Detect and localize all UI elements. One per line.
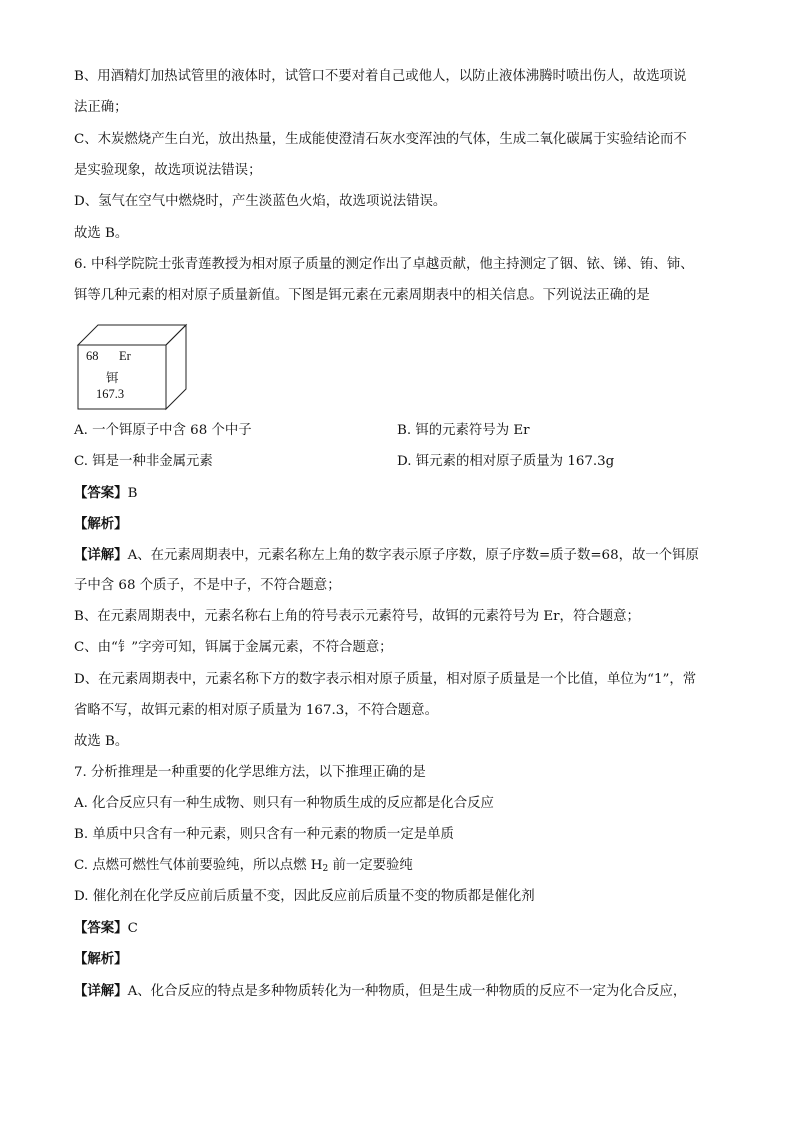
explanation-c-line1: C、木炭燃烧产生白光，放出热量，生成能使澄清石灰水变浑浊的气体，生成二氧化碳属于实验结论而不 [74, 132, 687, 147]
q6-answer [74, 483, 137, 504]
q7-detail-a [74, 981, 686, 1002]
q7-answer [74, 918, 138, 939]
explanation-b-line2: 法正确； [74, 100, 128, 115]
detail-text: A、在元素周期表中，元素名称左上角的数字表示原子序数，原子序数=质子数=68，故一个铒原 [127, 548, 699, 563]
element-card [76, 323, 188, 411]
option-c-pre: C. 点燃可燃性气体前要验纯，所以点燃 H [74, 858, 323, 873]
q6-stem-line1: 6. 中科学院院士张青莲教授为相对原子质量的测定作出了卓越贡献，他主持测定了铟、铱、锑、铕、铈、 [74, 257, 694, 272]
h2-subscript: 2 [322, 864, 329, 874]
q6-detail-c: C、由“钅”字旁可知，铒属于金属元素，不符合题意； [74, 640, 393, 655]
atomic-mass: 167.3 [96, 387, 125, 401]
q7-option-c [74, 856, 413, 879]
answer-tag: 【答案】 [74, 485, 128, 501]
answer-tag: 【答案】 [74, 920, 128, 936]
conclusion: 故选 B。 [74, 226, 129, 241]
atomic-number: 68 [86, 349, 99, 363]
q7-analysis-tag: 【解析】 [74, 951, 128, 967]
explanation-b-line1: B、用酒精灯加热试管里的液体时，试管口不要对着自己或他人，以防止液体沸腾时喷出伤人，故选项说 [74, 69, 687, 84]
q6-option-d: D. 铒元素的相对原子质量为 167.3g [397, 454, 615, 469]
explanation-d: D、氢气在空气中燃烧时，产生淡蓝色火焰，故选项说法错误。 [74, 194, 447, 209]
answer-value: B [127, 486, 138, 501]
q7-stem: 7. 分析推理是一种重要的化学思维方法，以下推理正确的是 [74, 765, 426, 780]
q7-option-b: B. 单质中只含有一种元素，则只含有一种元素的物质一定是单质 [74, 827, 454, 842]
detail-tag: 【详解】 [74, 983, 128, 999]
q6-option-b: B. 铒的元素符号为 Er [397, 423, 530, 438]
q6-option-a: A. 一个铒原子中含 68 个中子 [74, 423, 252, 438]
q6-detail-a-line2: 子中含 68 个质子，不是中子，不符合题意； [74, 578, 341, 593]
explanation-c-line2: 是实验现象，故选项说法错误； [74, 163, 262, 178]
q7-option-a: A. 化合反应只有一种生成物、则只有一种物质生成的反应都是化合反应 [74, 796, 494, 811]
option-c-post: 前一定要验纯 [328, 858, 413, 873]
q6-analysis-tag: 【解析】 [74, 516, 128, 532]
detail-tag: 【详解】 [74, 547, 128, 563]
element-symbol: Er [119, 349, 131, 363]
q6-detail-a-line1 [74, 545, 699, 566]
q6-stem-line2: 铒等几种元素的相对原子质量新值。下图是铒元素在元素周期表中的相关信息。下列说法正确的是 [74, 288, 650, 303]
q6-option-c: C. 铒是一种非金属元素 [74, 454, 213, 469]
element-cube-outline [76, 323, 188, 411]
q7-option-d: D. 催化剂在化学反应前后质量不变，因此反应前后质量不变的物质都是催化剂 [74, 889, 535, 904]
answer-value: C [127, 921, 138, 936]
element-name: 铒 [106, 371, 119, 385]
q6-detail-b: B、在元素周期表中，元素名称右上角的符号表示元素符号，故铒的元素符号为 Er，符合题意； [74, 609, 640, 624]
detail-text: A、化合反应的特点是多种物质转化为一种物质，但是生成一种物质的反应不一定为化合反应， [127, 984, 687, 999]
q6-detail-d-line2: 省略不写，故铒元素的相对原子质量为 167.3，不符合题意。 [74, 703, 438, 718]
q6-detail-d-line1: D、在元素周期表中，元素名称下方的数字表示相对原子质量，相对原子质量是一个比值，单位为“1”，常 [74, 672, 697, 687]
q6-conclusion: 故选 B。 [74, 734, 129, 749]
